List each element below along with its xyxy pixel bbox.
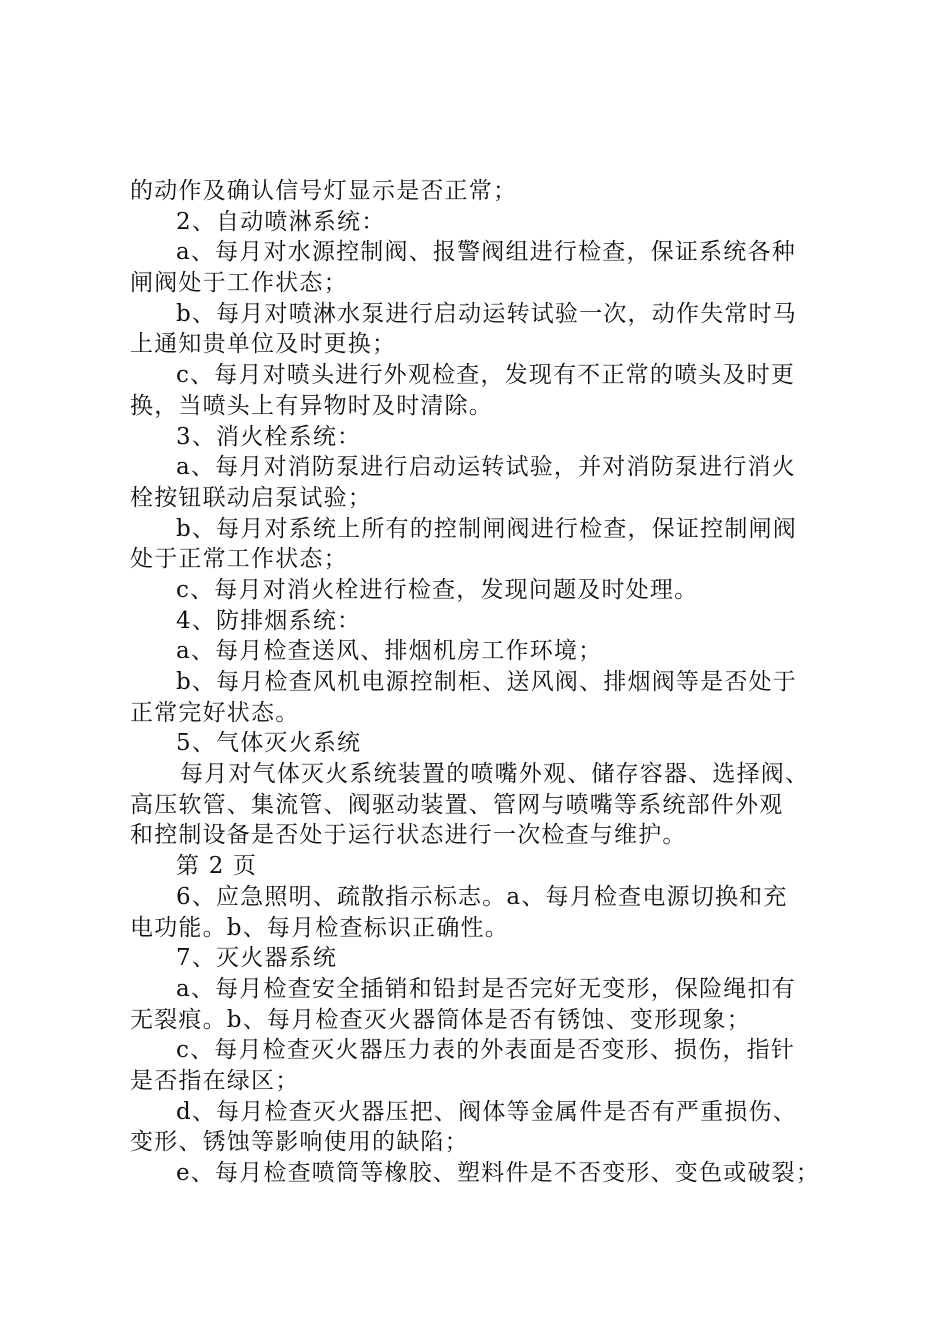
text-line: c、每月检查灭火器压力表的外表面是否变形、损伤，指针	[176, 1037, 796, 1064]
document-body	[130, 176, 830, 1189]
section-heading-emergency-lighting: 6、应急照明、疏散指示标志。a、每月检查电源切换和充	[176, 883, 788, 910]
text-line: 换，当喷头上有异物时及时清除。	[130, 392, 493, 419]
section-heading-hydrant: 3、消火栓系统：	[176, 423, 362, 450]
text-line: 电功能。b、每月检查标识正确性。	[130, 914, 509, 941]
text-line: a、每月检查安全插销和铅封是否完好无变形，保险绳扣有	[176, 975, 796, 1002]
text-line: 闸阀处于工作状态；	[130, 270, 348, 297]
text-line: d、每月检查灭火器压把、阀体等金属件是否有严重损伤、	[176, 1098, 797, 1125]
text-line: a、每月检查送风、排烟机房工作环境；	[176, 638, 603, 665]
text-line: a、每月对水源控制阀、报警阀组进行检查，保证系统各种	[176, 239, 796, 266]
text-line: a、每月对消防泵进行启动运转试验，并对消防泵进行消火	[176, 454, 796, 481]
text-line: 是否指在绿区；	[130, 1067, 300, 1094]
text-line: e、每月检查喷筒等橡胶、塑料件是不否变形、变色或破裂；	[176, 1160, 821, 1186]
section-heading-gas-extinguishing: 5、气体灭火系统	[176, 730, 362, 757]
text-line: b、每月检查风机电源控制柜、送风阀、排烟阀等是否处于	[176, 669, 797, 695]
text-line: 高压软管、集流管、阀驱动装置、管网与喷嘴等系统部件外观	[130, 791, 784, 818]
text-line: b、每月对系统上所有的控制闸阀进行检查，保证控制闸阀	[176, 515, 797, 542]
section-heading-sprinkler: 2、自动喷淋系统：	[176, 208, 386, 235]
text-line: 正常完好状态。	[130, 699, 300, 726]
section-heading-smoke-exhaust: 4、防排烟系统：	[176, 607, 362, 634]
text-line: 和控制设备是否处于运行状态进行一次检查与维护。	[130, 822, 687, 849]
text-line: 处于正常工作状态；	[130, 546, 348, 573]
text-line: 变形、锈蚀等影响使用的缺陷；	[130, 1129, 469, 1156]
text-line: 栓按钮联动启泵试验；	[130, 484, 372, 511]
text-line: 无裂痕。b、每月检查灭火器筒体是否有锈蚀、变形现象；	[130, 1006, 751, 1033]
text-line: c、每月对喷头进行外观检查，发现有不正常的喷头及时更	[176, 362, 796, 389]
section-heading-extinguisher: 7、灭火器系统	[176, 945, 338, 972]
text-line: 每月对气体灭火系统装置的喷嘴外观、储存容器、选择阀、	[180, 761, 810, 788]
text-line: 上通知贵单位及时更换；	[130, 331, 397, 358]
text-line: c、每月对消火栓进行检查，发现问题及时处理。	[176, 576, 699, 603]
text-line: 的动作及确认信号灯显示是否正常；	[130, 178, 518, 204]
page-number: 第 2 页	[176, 853, 258, 880]
text-line: b、每月对喷淋水泵进行启动运转试验一次，动作失常时马	[176, 300, 797, 327]
